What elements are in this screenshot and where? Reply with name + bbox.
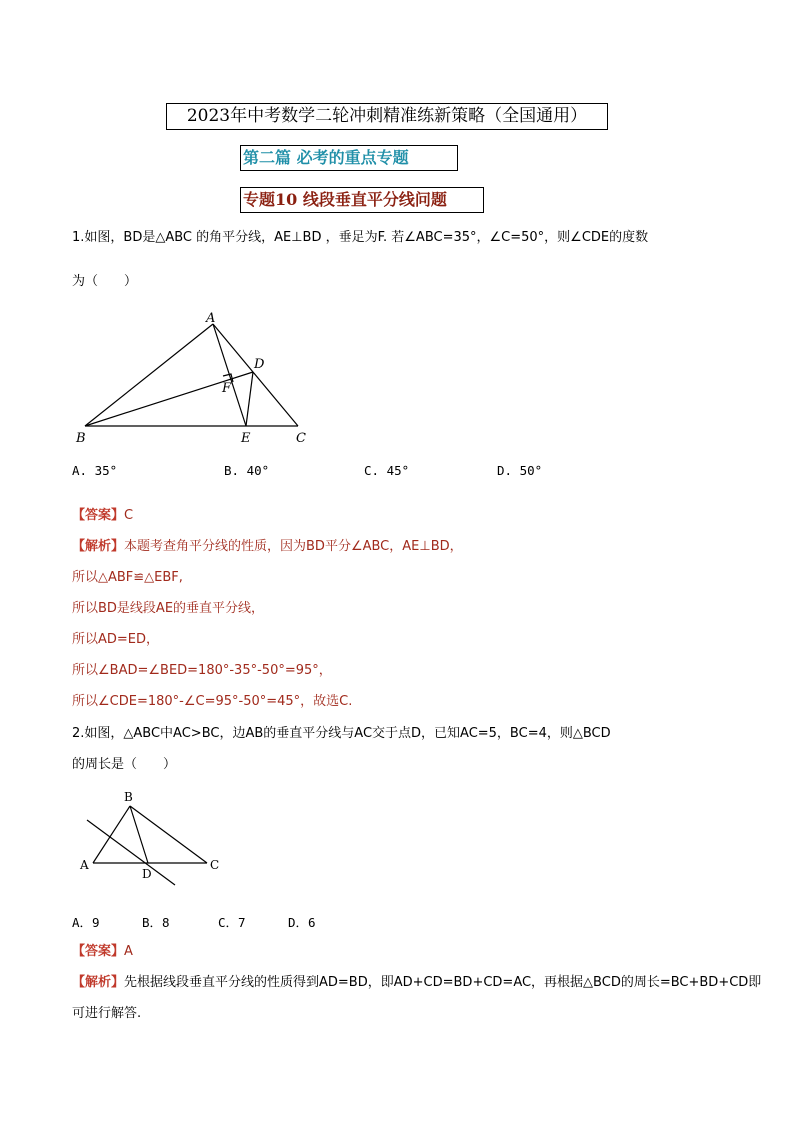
label-d: D <box>254 357 265 372</box>
q1-analysis-line5: 所以∠BAD=∠BED=180°-35°-50°=95°， <box>72 663 332 678</box>
q1-option-d: D. 50° <box>497 463 543 478</box>
analysis-text: 本题考查角平分线的性质，因为BD平分∠ABC，AE⊥BD， <box>124 539 463 554</box>
q1-option-b: B. 40° <box>224 463 270 478</box>
q1-stem-line2: 为（ ） <box>72 274 138 289</box>
analysis-text: 先根据线段垂直平分线的性质得到AD=BD，即AD+CD=BD+CD=AC，再根据△BCD的周长=BC+BD+CD即 <box>124 975 762 990</box>
answer-value: A <box>124 944 133 959</box>
q2-stem-line1: 2.如图，△ABC中AC>BC，边AB的垂直平分线与AC交于点D，已知AC=5，BC=4，则△BCD <box>72 726 611 741</box>
label-a: A <box>206 311 216 326</box>
label-d: D <box>142 867 152 881</box>
q2-stem-line2: 的周长是（ ） <box>72 757 177 772</box>
main-title: 2023年中考数学二轮冲刺精准练新策略（全国通用） <box>166 103 608 130</box>
segment-ab <box>93 806 130 863</box>
topic-title: 专题10 线段垂直平分线问题 <box>240 187 484 213</box>
label-c: C <box>296 431 306 446</box>
label-a: A <box>80 858 89 872</box>
q1-stem-line1: 1.如图，BD是△ABC 的角平分线，AE⊥BD ，垂足为F. 若∠ABC=35°，∠C=50°，则∠CDE的度数 <box>72 230 649 245</box>
label-f: F <box>222 381 232 396</box>
answer-value: C <box>124 508 134 523</box>
label-e: E <box>241 431 251 446</box>
q2-option-a: A．9 <box>72 915 100 930</box>
q1-option-a: A. 35° <box>72 463 118 478</box>
q1-option-c: C. 45° <box>364 463 410 478</box>
q1-analysis-line4: 所以AD=ED， <box>72 632 160 647</box>
answer-tag: 【答案】 <box>72 508 125 523</box>
q1-figure <box>60 310 320 450</box>
segment-de <box>246 372 253 426</box>
q2-analysis-line1 <box>72 974 761 992</box>
q1-analysis-line3: 所以BD是线段AE的垂直平分线， <box>72 601 265 616</box>
q2-analysis-line2: 可进行解答. <box>72 1006 142 1021</box>
q1-analysis-line6: 所以∠CDE=180°-∠C=95°-50°=45°，故选C. <box>72 694 353 709</box>
q2-option-d: D．6 <box>288 915 316 930</box>
answer-tag: 【答案】 <box>72 944 125 959</box>
segment-ab <box>85 324 213 426</box>
label-c: C <box>210 858 220 872</box>
q2-answer <box>72 943 133 961</box>
q2-option-b: B．8 <box>142 915 170 930</box>
q2-option-c: C．7 <box>218 915 246 930</box>
segment-ae <box>213 324 246 426</box>
q1-answer <box>72 507 133 525</box>
q1-analysis-line2: 所以△ABF≌△EBF, <box>72 570 183 585</box>
q1-analysis-line1 <box>72 538 463 556</box>
part-title: 第二篇 必考的重点专题 <box>240 145 458 171</box>
analysis-tag: 【解析】 <box>72 975 125 990</box>
segment-bc <box>130 806 207 863</box>
label-b: B <box>76 431 86 446</box>
analysis-tag: 【解析】 <box>72 539 125 554</box>
label-b: B <box>124 790 133 804</box>
q2-figure <box>75 788 235 888</box>
